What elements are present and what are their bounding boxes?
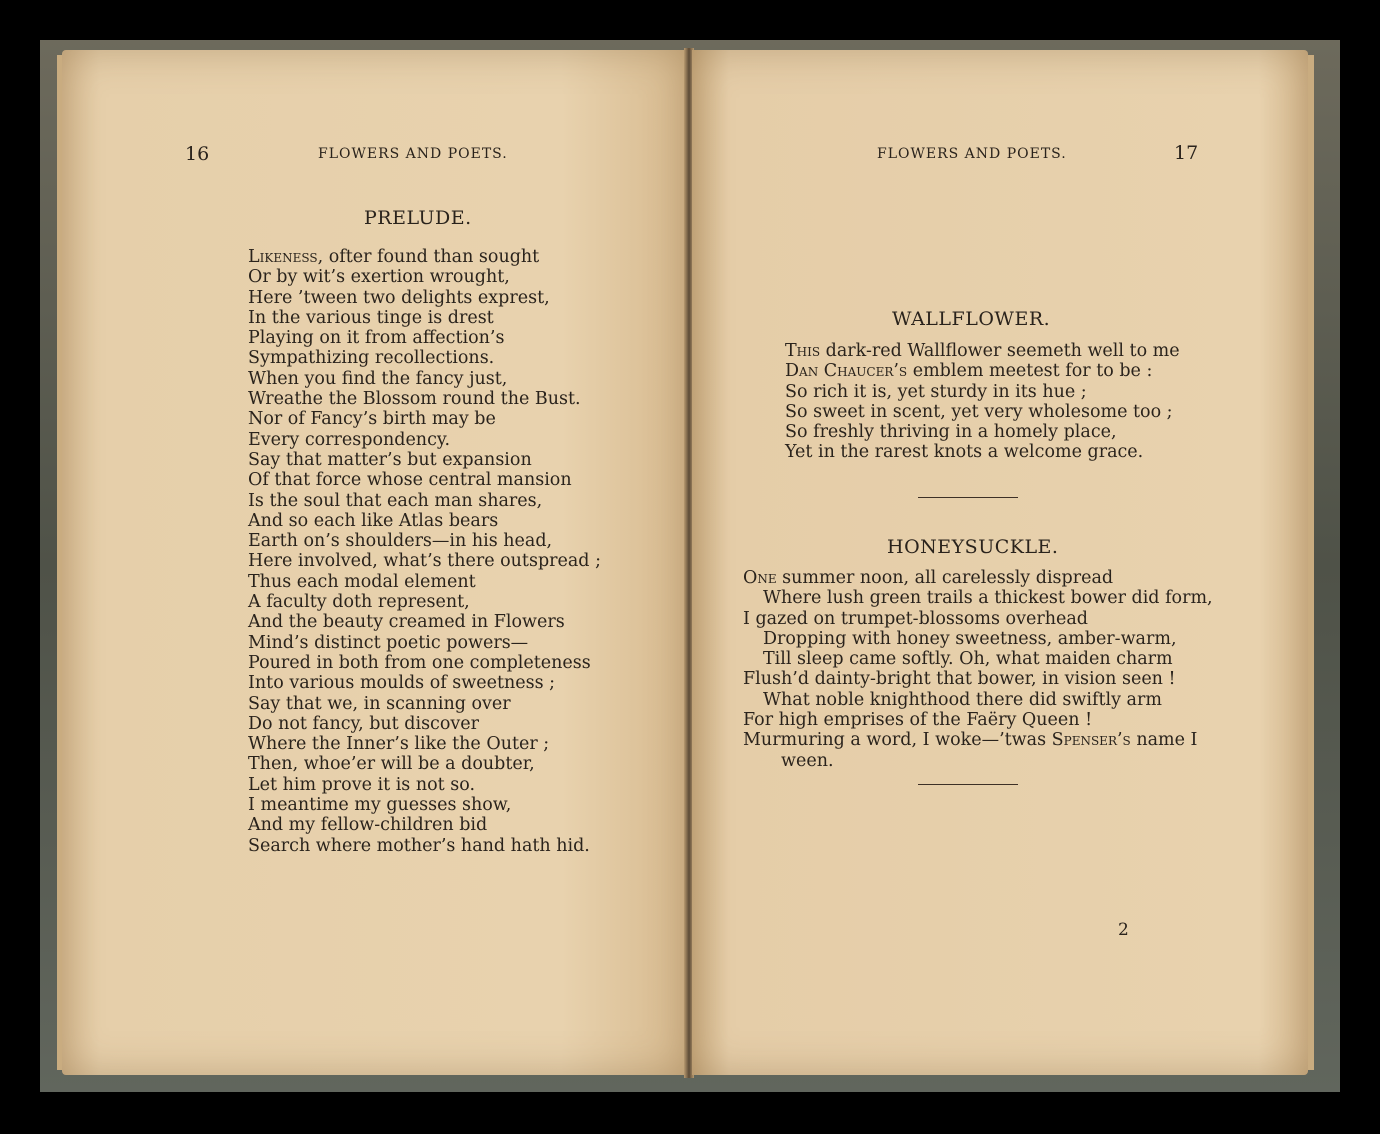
poem-line: And my fellow-children bid (248, 815, 488, 836)
poem-line: Yet in the rarest knots a welcome grace. (785, 442, 1144, 463)
right-page-edge (1308, 55, 1314, 1070)
poem-line: Thus each modal element (248, 571, 476, 592)
poem-line: Playing on it from affection’s (248, 328, 505, 349)
poem-line: I meantime my guesses show, (248, 795, 512, 816)
page-number-right: 17 (1174, 142, 1199, 164)
poem-line: Poured in both from one completeness (248, 652, 591, 673)
poem-line: Let him prove it is not so. (248, 774, 476, 795)
poem-line: What noble knighthood there did swiftly arm (763, 689, 1162, 710)
poem-line: Flush’d dainty-bright that bower, in vision seen ! (743, 669, 1176, 690)
poem-line: Mind’s distinct poetic powers— (248, 632, 529, 653)
line-text: dark-red Wallflower seemeth well to me (820, 341, 1180, 361)
poem-line: Where lush green trails a thickest bower did form, (763, 588, 1213, 609)
poem-line: Where the Inner’s like the Outer ; (248, 734, 550, 755)
poem-wallflower (785, 341, 1180, 463)
poem-line: Dropping with honey sweetness, amber-warm, (763, 628, 1177, 649)
poem-line: Earth on’s shoulders—in his head, (248, 531, 553, 552)
page-number-left: 16 (185, 143, 210, 165)
poem-line: For high emprises of the Faëry Queen ! (743, 710, 1093, 731)
drop-caps-word: Likeness, (248, 247, 324, 267)
poem-line: In the various tinge is drest (248, 307, 494, 328)
right-page (692, 50, 1308, 1075)
line-text: name I (1130, 730, 1198, 751)
poem-line (248, 247, 601, 267)
poem-line: Then, whoe’er will be a doubter, (248, 754, 535, 775)
small-caps-name: Spenser’s (1051, 730, 1131, 751)
section-divider (918, 497, 1018, 498)
poem-line: Here ’tween two delights exprest, (248, 287, 550, 308)
line-text: emblem meetest for to be : (907, 361, 1153, 382)
poem-line: When you find the fancy just, (248, 368, 508, 389)
poem-line: Nor of Fancy’s birth may be (248, 409, 496, 430)
section-divider (918, 784, 1018, 785)
line-text: Murmuring a word, I woke—’twas (743, 730, 1052, 751)
poem-title-honeysuckle: HONEYSUCKLE. (887, 536, 1059, 558)
drop-caps-word: One (743, 568, 777, 588)
poem-line: Say that we, in scanning over (248, 693, 511, 714)
running-head-right: FLOWERS AND POETS. (877, 146, 1067, 162)
poem-line (743, 568, 1213, 588)
poem-line: Till sleep came softly. Oh, what maiden charm (763, 649, 1173, 670)
poem-prelude (248, 247, 601, 856)
poem-line (785, 361, 1180, 381)
poem-honeysuckle (743, 568, 1213, 771)
poem-line: A faculty doth represent, (248, 592, 470, 613)
poem-line: Say that matter’s but expansion (248, 449, 532, 470)
poem-line: So sweet in scent, yet very wholesome too ; (785, 401, 1173, 422)
poem-line: And so each like Atlas bears (248, 510, 499, 531)
line-text: ofter found than sought (323, 247, 540, 267)
signature-mark: 2 (1118, 920, 1129, 940)
left-page (62, 50, 686, 1075)
poem-line: Wreathe the Blossom round the Bust. (248, 389, 581, 410)
small-caps-name: Dan Chaucer’s (785, 361, 908, 382)
poem-line: So rich it is, yet sturdy in its hue ; (785, 381, 1087, 402)
poem-line: Search where mother’s hand hath hid. (248, 835, 590, 856)
poem-line: So freshly thriving in a homely place, (785, 422, 1117, 443)
poem-line: Here involved, what’s there outspread ; (248, 551, 601, 572)
poem-title-wallflower: WALLFLOWER. (892, 308, 1051, 330)
line-text: summer noon, all carelessly dispread (776, 568, 1114, 588)
poem-line (785, 341, 1180, 361)
poem-line: I gazed on trumpet-blossoms overhead (743, 608, 1088, 629)
poem-title-prelude: PRELUDE. (364, 207, 472, 229)
poem-line: Sympathizing recollections. (248, 348, 495, 369)
poem-line: Is the soul that each man shares, (248, 490, 543, 511)
poem-line: Or by wit’s exertion wrought, (248, 267, 510, 288)
poem-line: Of that force whose central mansion (248, 470, 572, 491)
poem-line: Into various moulds of sweetness ; (248, 673, 556, 694)
poem-line: And the beauty creamed in Flowers (248, 612, 565, 633)
poem-line-wrap: ween. (781, 750, 834, 771)
poem-line: Do not fancy, but discover (248, 713, 479, 734)
drop-caps-word: This (785, 341, 821, 361)
poem-line (743, 730, 1213, 750)
running-head-left: FLOWERS AND POETS. (318, 146, 508, 162)
poem-line: Every correspondency. (248, 429, 451, 450)
